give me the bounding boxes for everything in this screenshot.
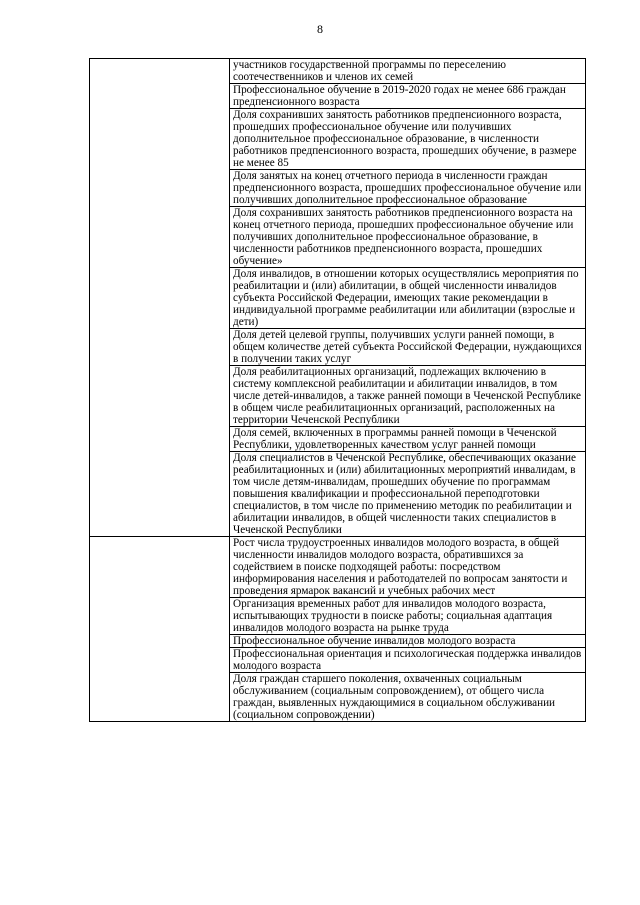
indicator-cell: Профессиональное обучение в 2019-2020 годах не менее 686 граждан предпенсионного возраста [230, 84, 586, 109]
left-cell [90, 59, 230, 537]
indicator-cell: Доля сохранивших занятость работников предпенсионного возраста, прошедших профессиональное обучение или получивших дополнительное профессиональное образование, в численности работников предпенсионного возраста, прошедших обучение, в размере не менее 85 [230, 109, 586, 170]
indicator-cell: Доля занятых на конец отчетного периода в численности граждан предпенсионного возраста, прошедших профессиональное обучение или получивших дополнительное профессиональное образование [230, 170, 586, 207]
indicator-cell: Доля реабилитационных организаций, подлежащих включению в систему комплексной реабилитации и абилитации инвалидов, в том числе детей-инвалидов, а также ранней помощи в Чеченской Республике в общем числе реабилитационных организаций, расположенных на территории Чеченской Республики [230, 366, 586, 427]
indicator-cell: Доля детей целевой группы, получивших услуги ранней помощи, в общем количестве детей субъекта Российской Федерации, нуждающихся в получении таких услуг [230, 329, 586, 366]
indicators-table [89, 58, 586, 722]
indicator-cell: Доля семей, включенных в программы ранней помощи в Чеченской Республики, удовлетворенных качеством услуг ранней помощи [230, 427, 586, 452]
table-row [90, 59, 586, 84]
indicator-cell: Профессиональное обучение инвалидов молодого возраста [230, 635, 586, 648]
indicator-cell: Доля сохранивших занятость работников предпенсионного возраста на конец отчетного периода, прошедших профессиональное обучение или получивших дополнительное профессиональное образование, в численности работников предпенсионного возраста, прошедших обучение» [230, 207, 586, 268]
indicator-cell: Организация временных работ для инвалидов молодого возраста, испытывающих трудности в поиске работы; социальная адаптация инвалидов молодого возраста на рынке труда [230, 598, 586, 635]
indicator-cell: Доля граждан старшего поколения, охваченных социальным обслуживанием (социальным сопровождением), от общего числа граждан, выявленных нуждающимися в социальном обслуживании (социальном сопровождении) [230, 673, 586, 722]
indicator-cell: Профессиональная ориентация и психологическая поддержка инвалидов молодого возраста [230, 648, 586, 673]
indicator-cell: Рост числа трудоустроенных инвалидов молодого возраста, в общей численности инвалидов молодого возраста, обратившихся за содействием в поиске подходящей работы: посредством информирования населения и работодателей по вопросам занятости и проведения ярмарок вакансий и учебных рабочих мест [230, 537, 586, 598]
table-row [90, 537, 586, 598]
page-number: 8 [317, 22, 323, 36]
left-cell [90, 537, 230, 722]
indicator-cell: участников государственной программы по переселению соотечественников и членов их семей [230, 59, 586, 84]
indicator-cell: Доля специалистов в Чеченской Республике, обеспечивающих оказание реабилитационных и (или) абилитационных мероприятий инвалидам, в том числе детям-инвалидам, прошедших обучение по программам повышения квалификации и профессиональной переподготовки специалистов, в том числе по применению методик по реабилитации и абилитации инвалидов, в общей численности таких специалистов в Чеченской Республики [230, 452, 586, 537]
indicator-cell: Доля инвалидов, в отношении которых осуществлялись мероприятия по реабилитации и (или) абилитации, в общей численности инвалидов субъекта Российской Федерации, имеющих такие рекомендации в индивидуальной программе реабилитации или абилитации (взрослые и дети) [230, 268, 586, 329]
